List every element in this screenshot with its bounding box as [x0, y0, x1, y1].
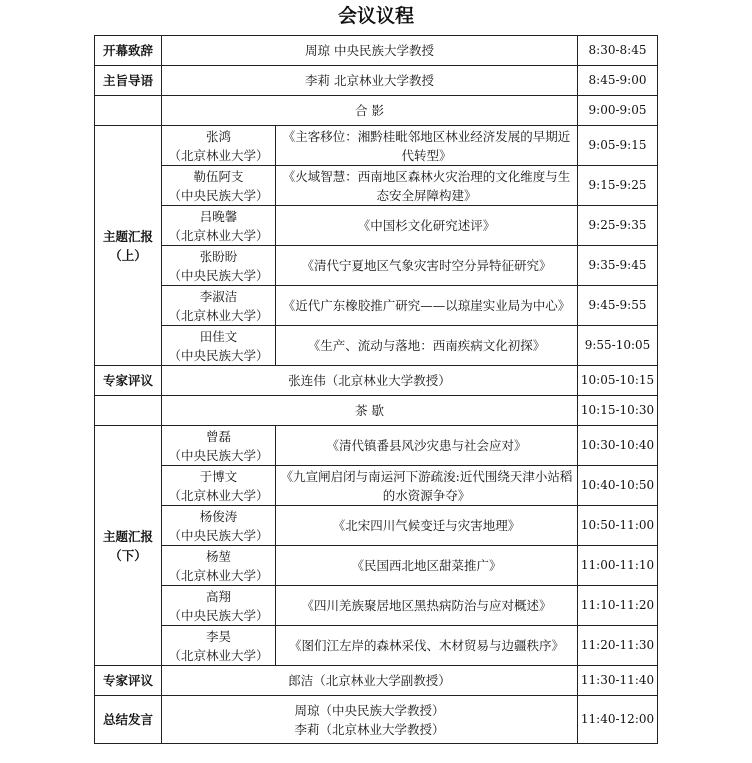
speaker-cell: 周琼 中央民族大学教授: [162, 36, 578, 66]
time-cell: 10:50-11:00: [578, 506, 658, 546]
speaker-cell: 张盼盼 （中央民族大学）: [162, 246, 276, 286]
speaker-cell: 杨俊涛 （中央民族大学）: [162, 506, 276, 546]
agenda-table: [94, 35, 658, 744]
speaker-cell: 李莉 北京林业大学教授: [162, 66, 578, 96]
time-cell: 10:40-10:50: [578, 466, 658, 506]
talk-row: [95, 626, 658, 666]
speaker-cell: 吕晚馨 （北京林业大学）: [162, 206, 276, 246]
talk-row: [95, 326, 658, 366]
speaker-cell: 曾磊 （中央民族大学）: [162, 426, 276, 466]
time-cell: 9:45-9:55: [578, 286, 658, 326]
session-label-empty: [95, 396, 162, 426]
time-cell: 11:00-11:10: [578, 546, 658, 586]
talk-title: 《中国杉文化研究述评》: [276, 206, 578, 246]
activity-cell: 茶 歇: [162, 396, 578, 426]
time-cell: 9:25-9:35: [578, 206, 658, 246]
speaker-cell: 周琼（中央民族大学教授） 李莉（北京林业大学教授）: [162, 696, 578, 744]
speaker-cell: 勒伍阿支 （中央民族大学）: [162, 166, 276, 206]
time-cell: 9:15-9:25: [578, 166, 658, 206]
speaker-cell: 张鸿 （北京林业大学）: [162, 126, 276, 166]
session-label: 专家评议: [95, 366, 162, 396]
time-cell: 11:40-12:00: [578, 696, 658, 744]
talk-title: 《图们江左岸的森林采伐、木材贸易与边疆秩序》: [276, 626, 578, 666]
session-label-empty: [95, 96, 162, 126]
talk-row: [95, 166, 658, 206]
talk-row: [95, 246, 658, 286]
talk-title: 《四川羌族聚居地区黑热病防治与应对概述》: [276, 586, 578, 626]
talk-title: 《近代广东橡胶推广研究——以琼崖实业局为中心》: [276, 286, 578, 326]
session-label-part2: 主题汇报 （下）: [95, 426, 162, 666]
session-label-part1: 主题汇报 （上）: [95, 126, 162, 366]
talk-row: [95, 126, 658, 166]
talk-title: 《清代镇番县风沙灾患与社会应对》: [276, 426, 578, 466]
session-label: 开幕致辞: [95, 36, 162, 66]
talk-row: [95, 506, 658, 546]
agenda-row-photo: [95, 96, 658, 126]
agenda-row-closing: [95, 696, 658, 744]
speaker-cell: 张连伟（北京林业大学教授）: [162, 366, 578, 396]
time-cell: 11:20-11:30: [578, 626, 658, 666]
talk-row: [95, 466, 658, 506]
time-cell: 8:30-8:45: [578, 36, 658, 66]
talk-title: 《火域智慧：西南地区森林火灾治理的文化维度与生态安全屏障构建》: [276, 166, 578, 206]
agenda-row-review2: [95, 666, 658, 696]
talk-row: [95, 286, 658, 326]
time-cell: 9:05-9:15: [578, 126, 658, 166]
agenda-row-break: [95, 396, 658, 426]
time-cell: 10:05-10:15: [578, 366, 658, 396]
talk-row: [95, 546, 658, 586]
speaker-cell: 高翔 （中央民族大学）: [162, 586, 276, 626]
time-cell: 9:00-9:05: [578, 96, 658, 126]
talk-row: [95, 426, 658, 466]
time-cell: 10:15-10:30: [578, 396, 658, 426]
session-label: 专家评议: [95, 666, 162, 696]
talk-title: 《民国西北地区甜菜推广》: [276, 546, 578, 586]
activity-cell: 合 影: [162, 96, 578, 126]
speaker-cell: 李昊 （北京林业大学）: [162, 626, 276, 666]
speaker-cell: 郎洁（北京林业大学副教授）: [162, 666, 578, 696]
time-cell: 11:30-11:40: [578, 666, 658, 696]
session-label: 主旨导语: [95, 66, 162, 96]
talk-title: 《北宋四川气候变迁与灾害地理》: [276, 506, 578, 546]
time-cell: 8:45-9:00: [578, 66, 658, 96]
time-cell: 9:35-9:45: [578, 246, 658, 286]
talk-row: [95, 206, 658, 246]
time-cell: 11:10-11:20: [578, 586, 658, 626]
talk-title: 《主客移位：湘黔桂毗邻地区林业经济发展的早期近代转型》: [276, 126, 578, 166]
time-cell: 10:30-10:40: [578, 426, 658, 466]
agenda-row-keynote: [95, 66, 658, 96]
session-label: 总结发言: [95, 696, 162, 744]
talk-title: 《生产、流动与落地：西南疾病文化初探》: [276, 326, 578, 366]
agenda-row-review1: [95, 366, 658, 396]
time-cell: 9:55-10:05: [578, 326, 658, 366]
speaker-cell: 田佳文 （中央民族大学）: [162, 326, 276, 366]
talk-title: 《九宣闸启闭与南运河下游疏浚:近代围绕天津小站稻的水资源争夺》: [276, 466, 578, 506]
speaker-cell: 李淑洁 （北京林业大学）: [162, 286, 276, 326]
speaker-cell: 杨堃 （北京林业大学）: [162, 546, 276, 586]
agenda-row-opening: [95, 36, 658, 66]
page-title: 会议议程: [337, 5, 414, 27]
talk-row: [95, 586, 658, 626]
talk-title: 《清代宁夏地区气象灾害时空分异特征研究》: [276, 246, 578, 286]
speaker-cell: 于博文 （北京林业大学）: [162, 466, 276, 506]
